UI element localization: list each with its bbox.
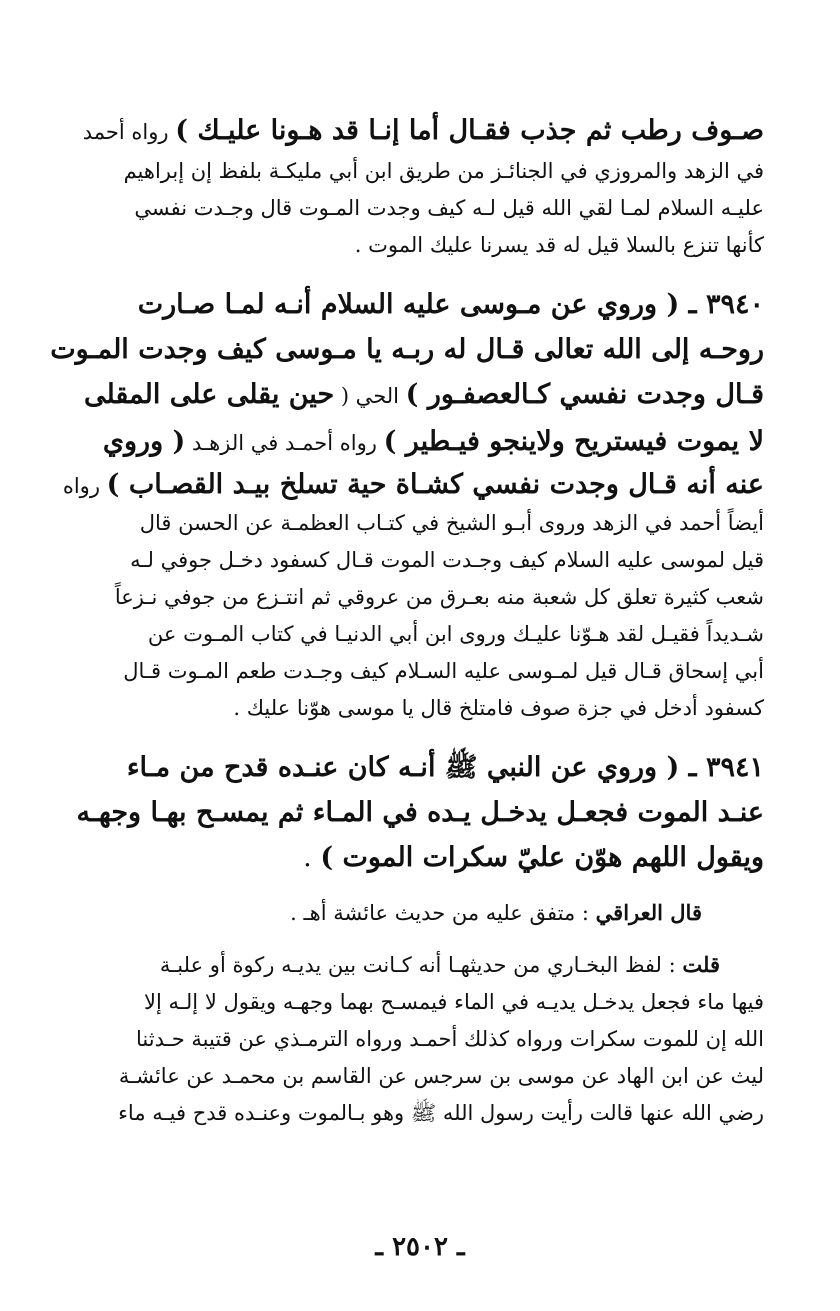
p1-line-2: في الزهد والمروزي في الجنائـز من طريق ابن أبي مليكـة بلفظ إن إبراهيم bbox=[123, 159, 764, 183]
p2-line-8: شعب كثيرة تعلق كل شعبة منه بعـرق من عروقي ثم انتـزع من جوفي نـزعاً bbox=[114, 585, 764, 609]
hadith-number: ٣٩٤١ bbox=[705, 752, 764, 783]
p2-line-4: لا يموت فيستريح ولاينجو فيـطير ) رواه أحمـد في الزهـد ( وروي bbox=[102, 426, 764, 457]
p2-line-2: روحـه إلى الله تعالى قـال له ربـه يا مـوسى كيف وجدت المـوت bbox=[50, 334, 764, 365]
p2-line-7: قيل لموسى عليه السلام كيف وجـدت الموت قـال كسفود دخـل جوفي لـه bbox=[130, 548, 764, 572]
p3-line-2: عنـد الموت فجعـل يدخـل يـده في المـاء ثم يمسـح بهـا وجهـه bbox=[76, 797, 764, 828]
p2-line-9: شـديداً فقيـل لقد هـوّنا عليـك وروى ابن أبي الدنيـا في كتاب المـوت عن bbox=[147, 622, 764, 646]
p2-line-11: كسفود أدخل في جزة صوف فامتلخ قال يا موسى هوّنا عليك . bbox=[233, 696, 764, 720]
p1-line-1: صـوف رطب ثم جذب فقـال أما إنـا قد هـونا عليـك ) رواه أحمد bbox=[82, 115, 764, 146]
p2-line-1: ٣٩٤٠ ـ ( وروي عن مـوسى عليه السلام أنـه لمـا صـارت bbox=[137, 289, 764, 320]
p3-line-3: ويقول اللهم هوّن عليّ سكرات الموت ) . bbox=[303, 842, 764, 873]
p1-line-4: كأنها تنزع بالسلا قيل له قد يسرنا عليك الموت . bbox=[354, 233, 764, 257]
p5-line-1: قلت : لفظ البخـاري من حديثهـا أنه كـانت بين يديـه ركوة أو علبـة bbox=[159, 952, 720, 977]
paragraph-1 bbox=[76, 108, 764, 264]
p5-line-5: رضي الله عنها قالت رأيت رسول الله ﷺ وهو بـالموت وعنـده قدح فيـه ماء bbox=[118, 1101, 764, 1125]
hadith-3940 bbox=[50, 282, 764, 727]
page-text bbox=[50, 108, 764, 1132]
iraqi-label: قال العراقي bbox=[595, 900, 702, 925]
hadith-number: ٣٩٤٠ bbox=[705, 289, 764, 320]
page-number: ـ ٢٥٠٢ ـ bbox=[375, 1232, 465, 1262]
p5-line-3: الله إن للموت سكرات ورواه كذلك أحمـد ورواه الترمـذي عن قتيبة حـدثنا bbox=[136, 1027, 764, 1051]
p2-line-3: قـال وجدت نفسي كـالعصفـور ) الحي ( حين يقلى على المقلى bbox=[83, 379, 764, 410]
iraqi-note bbox=[76, 894, 764, 932]
p4-line-1: قال العراقي : متفق عليه من حديث عائشة أهـ . bbox=[290, 900, 702, 925]
p5-line-2: فيها ماء فجعل يدخـل يديـه في الماء فيمسـح بهما وجهـه ويقول لا إلـه إلا bbox=[144, 990, 764, 1014]
p2-line-10: أبي إسحاق قـال قيل لمـوسى عليه السـلام كيف وجـدت طعم المـوت قـال bbox=[123, 659, 764, 683]
p2-line-5: عنه أنه قـال وجدت نفسي كشـاة حية تسلخ بيـد القصـاب ) رواه bbox=[62, 469, 764, 500]
p2-line-6: أيضاً أحمد في الزهد وروى أبـو الشيخ في كتـاب العظمـة عن الحسن قال bbox=[139, 511, 764, 535]
author-note bbox=[76, 946, 764, 1132]
p3-line-1: ٣٩٤١ ـ ( وروي عن النبي ﷺ أنـه كان عنـده قدح من مـاء bbox=[126, 752, 764, 783]
p5-line-4: ليث عن ابن الهاد عن موسى بن سرجس عن القاسم بن محمـد عن عائشـة bbox=[118, 1064, 764, 1088]
p1-line-3: عليـه السلام لمـا لقي الله قيل لـه كيف وجدت المـوت قال وجـدت نفسي bbox=[134, 196, 764, 220]
qultu-label: قلت bbox=[682, 952, 720, 977]
hadith-3941 bbox=[76, 745, 764, 880]
